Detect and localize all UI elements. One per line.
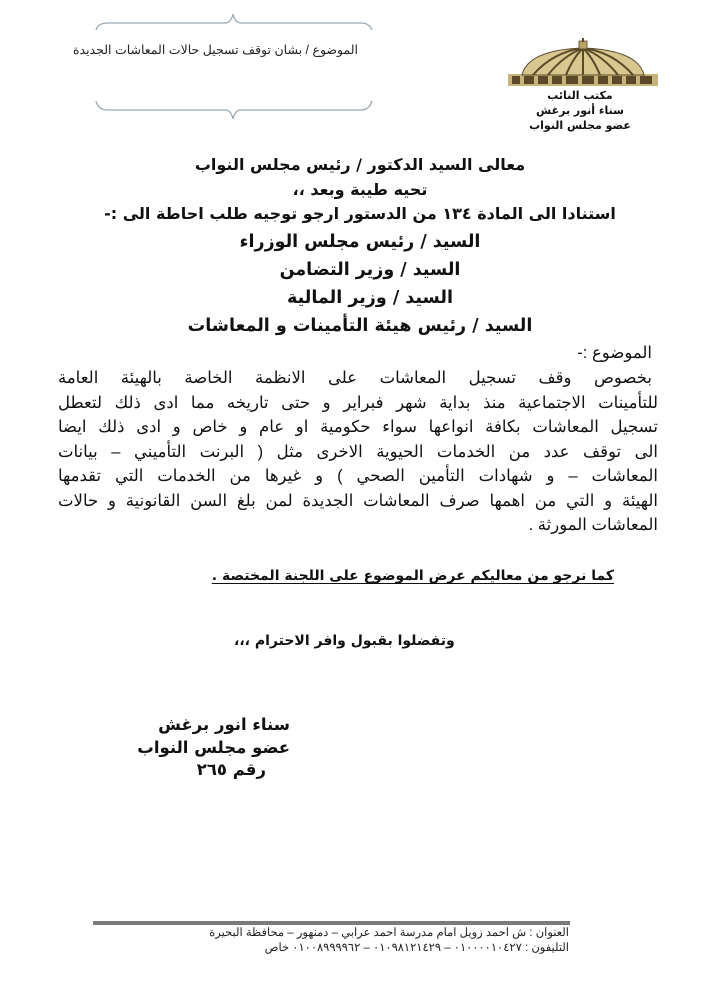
- intro-line: استنادا الى المادة ١٣٤ من الدستور ارجو توجيه طلب احاطة الى :-: [104, 204, 616, 223]
- recipient-item: السيد / رئيس مجلس الوزراء: [239, 232, 481, 252]
- body-line: المعاشات المورثة .: [528, 516, 658, 534]
- recipient-item: السيد / وزير المالية: [287, 288, 453, 308]
- recipient-item: السيد / رئيس هيئة التأمينات و المعاشات: [187, 316, 533, 336]
- signature-title: عضو مجلس النواب: [137, 737, 290, 757]
- subject-box-text: الموضوع / بشان توقف تسجيل حالات المعاشات الجديدة: [72, 43, 358, 57]
- signature-number: رقم ٢٦٥: [196, 760, 266, 779]
- footer-divider: [93, 921, 570, 925]
- body-line: تسجيل المعاشات بكافة انواعها سواء حكومية او عام و خاص و ادى ذلك ايضا: [58, 418, 658, 436]
- office-mp-name: سناء أنور برغش: [536, 104, 624, 117]
- signature-block: [137, 714, 290, 782]
- body-line: المعاشات – و شهادات التأمين الصحي ) و غيرها من الخدمات التي تقدمها: [58, 467, 658, 485]
- request-line: كما نرجو من معاليكم عرض الموضوع على اللجنة المختصة .: [211, 568, 614, 584]
- addressee: معالى السيد الدكتور / رئيس مجلس النواب: [194, 155, 526, 174]
- office-title: مكتب النائب: [547, 89, 613, 102]
- footer-phone: التليفون : ٠١٠٠٠٠١٠٤٢٧ – ٠١٠٩٨١٢١٤٢٩ – ٠١٠٠٨٩٩٩٩٦٢ خاص: [264, 942, 569, 954]
- greeting: تحيه طيبة وبعد ،،: [292, 180, 428, 199]
- bottom-brace: [96, 101, 372, 119]
- footer: [200, 926, 569, 956]
- body-paragraph: [58, 366, 658, 538]
- body-line: الهيئة و التي من اهمها صرف المعاشات الجديدة لمن بلغ السن القانونية و حالات: [58, 491, 658, 510]
- office-block: [500, 88, 660, 133]
- office-mp-title: عضو مجلس النواب: [529, 119, 631, 132]
- parliament-dome-icon: [508, 38, 658, 88]
- recipient-item: السيد / وزير التضامن: [279, 260, 461, 280]
- signature-name: سناء انور برغش: [158, 715, 290, 734]
- body-line: بخصوص وقف تسجيل المعاشات على الانظمة الخاصة بالهيئة العامة: [58, 369, 652, 387]
- footer-address: العنوان : ش احمد زويل امام مدرسة احمد عرابي – دمنهور – محافظة البحيرة: [209, 927, 569, 939]
- closing-line: وتفضلوا بقبول وافر الاحترام ،،،: [234, 633, 455, 649]
- top-brace: [96, 14, 372, 30]
- body-subject-label: الموضوع :-: [577, 344, 652, 362]
- body-line: للتأمينات الاجتماعية منذ بداية شهر فبراير و حتى تاريخه مما ادى ذلك لتعطل: [58, 393, 658, 412]
- body-line: الى توقف عدد من الخدمات الحيوية الاخرى مثل ( البرنت التأميني – بيانات: [58, 442, 658, 461]
